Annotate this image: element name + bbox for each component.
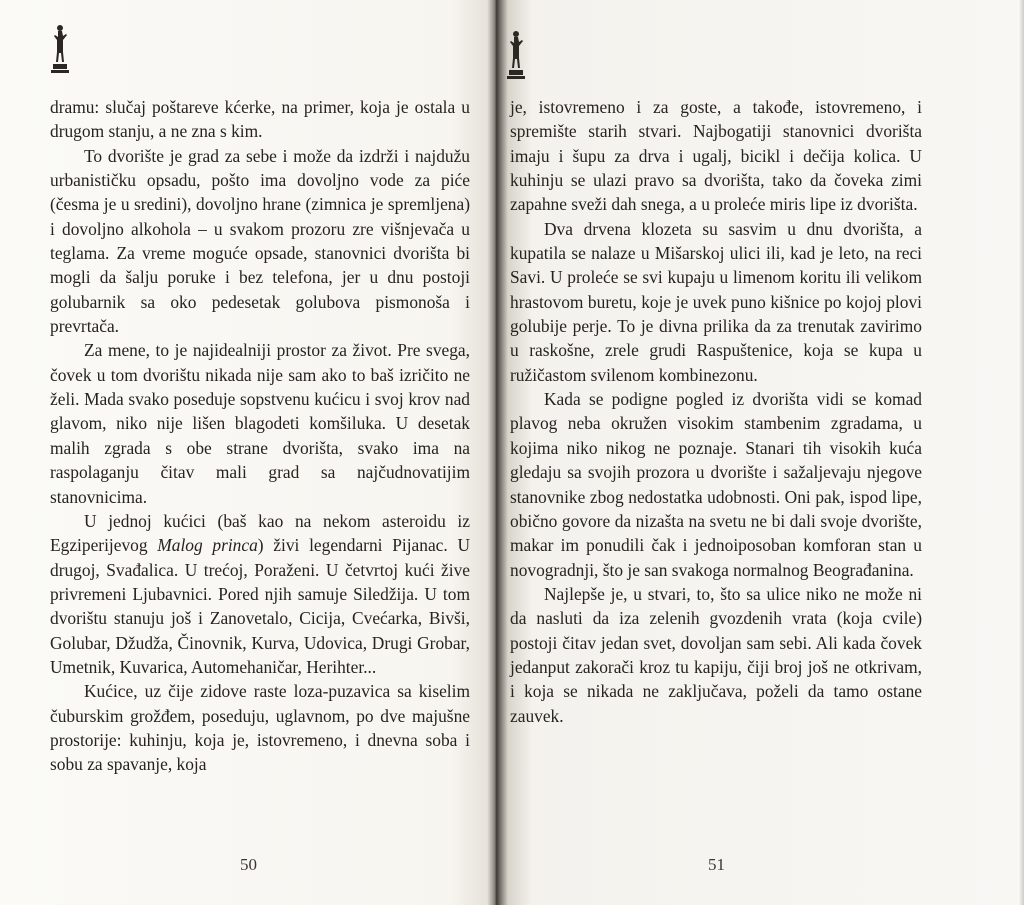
left-paragraph-3: Za mene, to je najidealniji prostor za život. Pre svega, čovek u tom dvorištu nikada nije sam ako to baš izričito ne želi. Mada svako poseduje sopstvenu kućicu i svoj krov nad glavom, niko nije lišen blagodeti komšiluka. U desetak malih zgrada s obe strane dvorišta, svako ima na raspolaganju čitav mali grad sa najčudnovatijim stanovnicima. xyxy=(50,340,470,507)
left-paragraph-5: Kućice, uz čije zidove raste loza-puzavica sa kiselim čuburskim grožđem, poseduju, uglavnom, po dve majušne prostorije: kuhinju, koja je, istovremeno, i dnevna soba i sobu za spavanje, koja xyxy=(50,681,470,775)
left-page-body xyxy=(50,95,470,777)
right-paragraph-1: je, istovremeno i za goste, a takođe, istovremeno, i spremište starih stvari. Najbogatiji stanovnici dvorišta imaju i šupu za drva i ugalj, bicikl i dečija kolica. U kuhinju se ulazi pravo sa dvorišta, tako da čoveka zimi zapahne sveži dah snega, a u proleće miris lipe iz dvorišta. xyxy=(510,97,922,215)
page-number-right: 51 xyxy=(708,855,725,874)
page-number-left: 50 xyxy=(240,855,257,874)
right-paragraph-4: Najlepše je, u stvari, to, što sa ulice niko ne može ni da nasluti da iza zelenih gvozdenih vrata (koja cvile) postoji čitav jedan svet, dovoljan sam sebi. Ali kada čovek jedanput zakorači kroz tu kapiju, čiji broj još ne otkrivam, i koja se nikada ne zaključava, poželi da tamo ostane zauvek. xyxy=(510,583,922,726)
left-page xyxy=(0,0,488,905)
right-page-body xyxy=(510,95,922,728)
page-edge xyxy=(1018,0,1024,905)
right-paragraph-2: Dva drvena klozeta su sasvim u dnu dvorišta, a kupatila se nalaze u Mišarskoj ulici ili, kad je leto, na reci Savi. U proleće se svi kupaju u limenom koritu ili velikom hrastovom buretu, koje je uvek puno kišnice po kojoj plovi golubije perje. To je divna prilika da za trenutak zavirimo u raskošne, zrele grudi Raspuštenice, koja se kupa u ružičastom svilenom kombinezonu. xyxy=(510,218,922,385)
left-paragraph-4-start: U jednoj kućici (baš kao na nekom asteroidu iz Egziperijevog xyxy=(50,510,470,556)
statue-ornament-icon xyxy=(50,22,70,78)
left-paragraph-1: dramu: slučaj poštareve kćerke, na primer, koja je ostala u drugom stanju, a ne zna s kim. xyxy=(50,97,470,142)
right-page xyxy=(500,0,1024,905)
left-paragraph-4 xyxy=(50,509,470,679)
left-paragraph-4-end: ) živi legendarni Pijanac. U drugoj, Svađalica. U trećoj, Poraženi. U četvrtoj kući žive privremeni Ljubavnici. Pored njih samuje Siledžija. U tom dvorištu stanuju još i Zanovetalo, Cicija, Cvećarka, Bivši, Golubar, Džudža, Činovnik, Kurva, Udovica, Drugi Grobar, Umetnik, Kuvarica, Automehaničar, Herihter... xyxy=(50,535,471,677)
statue-ornament-icon xyxy=(506,28,526,84)
book-title-malog-princa: Malog princa xyxy=(157,535,258,556)
left-paragraph-2: To dvorište je grad za sebe i može da izdrži i najdužu urbanističku opsadu, pošto ima dovoljno vode za piće (česma je u sredini), dovoljno hrane (zimnica je spremljena) i dovoljno alkohola – u svakom prozoru zre višnjevača u teglama. Za vreme moguće opsade, stanovnici dvorišta bi mogli da šalju poruke i bez telefona, jer u dnu postoji golubarnik sa oko pedesetak golubova pismonoša i prevrtača. xyxy=(50,145,470,337)
right-paragraph-3: Kada se podigne pogled iz dvorišta vidi se komad plavog neba okružen visokim stambenim zgradama, u kojima niko nikog ne poznaje. Stanari tih visokih kuća gledaju sa svojih prozora u dvorište i sažaljevaju njegove stanovnike zbog nedostatka udobnosti. Oni pak, ispod lipe, obično govore da nizašta na svetu ne bi dali svoje dvorište, makar im ponudili čak i jednoiposoban komforan stan u novogradnji, što je san svakoga normalnog Beograđanina. xyxy=(510,389,922,580)
